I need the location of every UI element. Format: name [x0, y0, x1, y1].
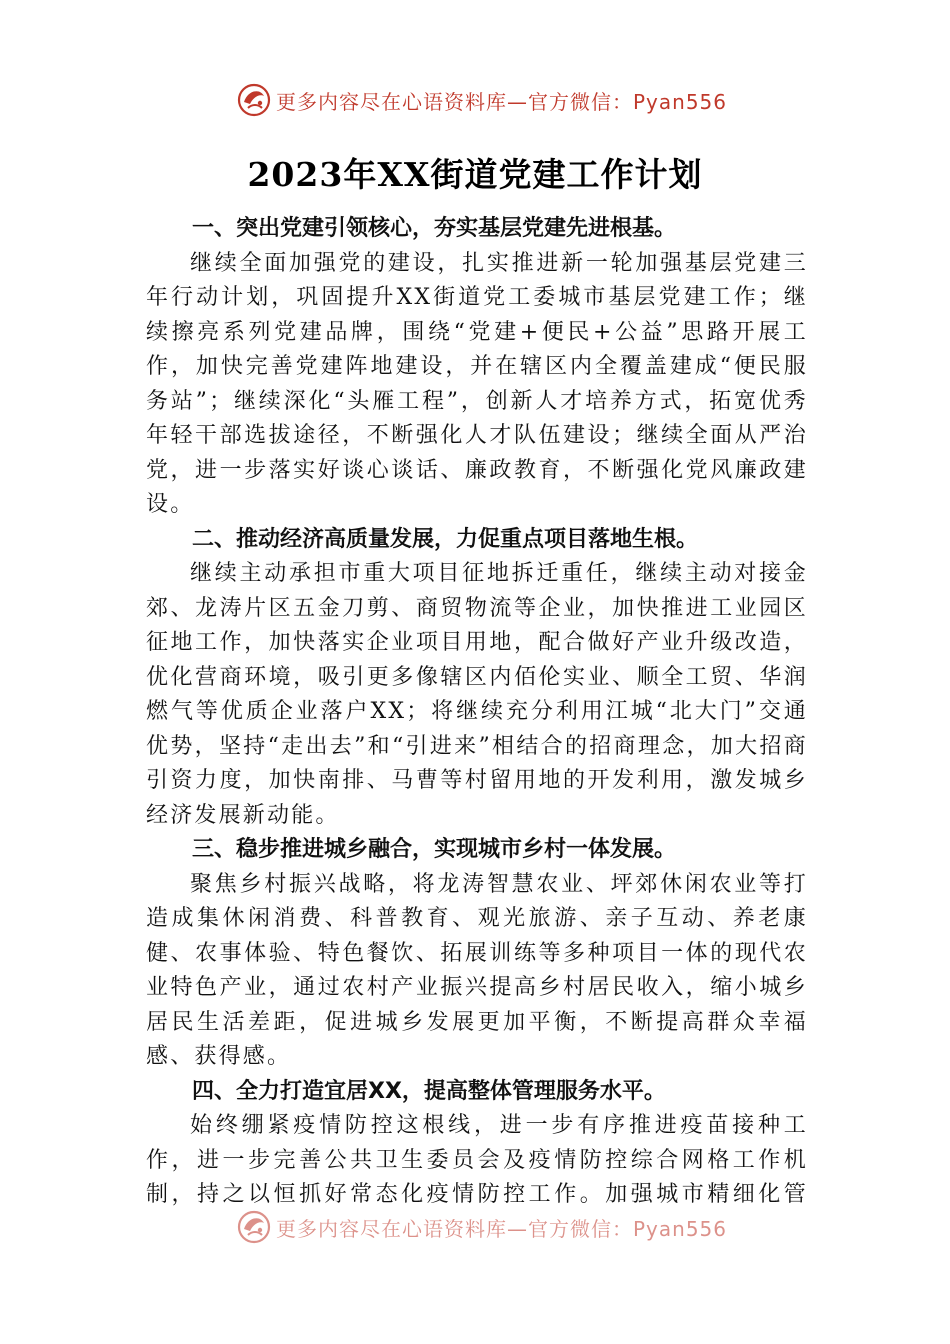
seal-logo-icon	[236, 82, 272, 118]
document-body	[146, 212, 808, 1213]
section-heading-2: 二、推动经济高质量发展，力促重点项目落地生根。	[192, 526, 699, 552]
section-heading-4: 四、全力打造宜居XX，提高整体管理服务水平。	[192, 1078, 666, 1104]
header-watermark-text: 更多内容尽在心语资料库—官方微信：Pyan556	[276, 89, 728, 114]
header-watermark-banner	[0, 80, 950, 120]
document-title: 2023年XX街道党建工作计划	[247, 155, 703, 194]
section-paragraph-1: 继续全面加强党的建设，扎实推进新一轮加强基层党建三年行动计划，巩固提升XX街道党工委城市基层党建工作；继续擦亮系列党建品牌，围绕“党建+便民+公益”思路开展工作，加快完善党建阵地建设，并在辖区内全覆盖建成“便民服务站”；继续深化“头雁工程”，创新人才培养方式，拓宽优秀年轻干部选拔途径，不断强化人才队伍建设；继续全面从严治党，进一步落实好谈心谈话、廉政教育，不断强化党风廉政建设。	[146, 250, 808, 517]
section-paragraph-3: 聚焦乡村振兴战略，将龙涛智慧农业、坪郊休闲农业等打造成集休闲消费、科普教育、观光旅游、亲子互动、养老康健、农事体验、特色餐饮、拓展训练等多种项目一体的现代农业特色产业，通过农村产业振兴提高乡村居民收入，缩小城乡居民生活差距，促进城乡发展更加平衡，不断提高群众幸福感、获得感。	[146, 871, 808, 1069]
section-heading-1: 一、突出党建引领核心，夯实基层党建先进根基。	[192, 216, 677, 241]
section-heading-3: 三、稳步推进城乡融合，实现城市乡村一体发展。	[192, 837, 677, 862]
footer-watermark-text: 更多内容尽在心语资料库—官方微信：Pyan556	[276, 1216, 728, 1241]
seal-logo-icon	[236, 1209, 272, 1244]
footer-watermark-banner	[0, 1204, 950, 1244]
section-paragraph-4: 始终绷紧疫情防控这根线，进一步有序推进疫苗接种工作，进一步完善公共卫生委员会及疫情防控综合网格工作机制，持之以恒抓好常态化疫情防控工作。加强城市精细化管	[146, 1113, 808, 1207]
section-paragraph-2: 继续主动承担市重大项目征地拆迁重任，继续主动对接金郊、龙涛片区五金刀剪、商贸物流等企业，加快推进工业园区征地工作，加快落实企业项目用地，配合做好产业升级改造，优化营商环境，吸引更多像辖区内佰伦实业、顺全工贸、华润燃气等优质企业落户XX；将继续充分利用江城“北大门”交通优势，坚持“走出去”和“引进来”相结合的招商理念，加大招商引资力度，加快南排、马曹等村留用地的开发利用，激发城乡经济发展新动能。	[146, 561, 808, 828]
